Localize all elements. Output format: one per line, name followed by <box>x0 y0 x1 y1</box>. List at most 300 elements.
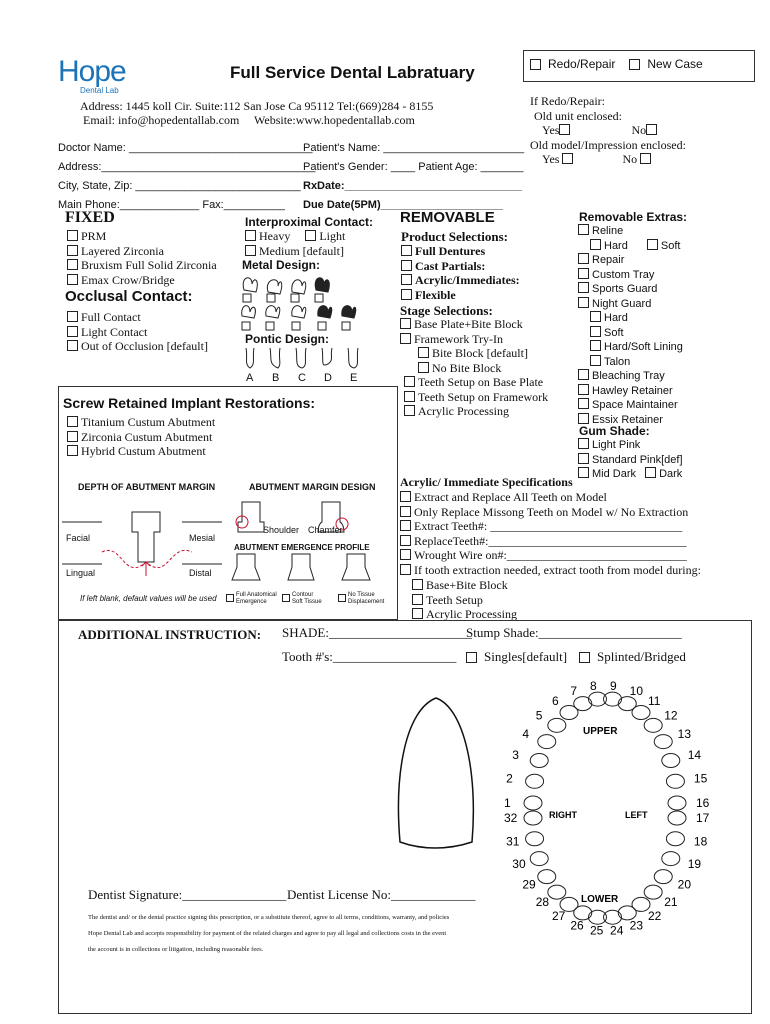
pontic-label-c[interactable]: C <box>298 372 306 384</box>
tooth-number-label: 30 <box>512 856 526 871</box>
no-label-2: No <box>622 152 638 166</box>
light-contact-checkbox[interactable] <box>305 230 316 241</box>
shoulder-label: Shoulder <box>263 525 300 535</box>
tooth-29-icon[interactable] <box>538 870 556 884</box>
product-option-item <box>401 273 520 288</box>
framework-tryin-checkbox[interactable] <box>400 333 411 344</box>
logo-text: Hope <box>58 55 126 88</box>
margin-design-title: ABUTMENT MARGIN DESIGN <box>249 482 376 492</box>
acrylic-sub-option-checkbox[interactable] <box>412 579 423 590</box>
tooth-number-label: 19 <box>687 856 702 871</box>
bleaching-tray-checkbox[interactable] <box>578 369 589 380</box>
tooth-14-icon[interactable] <box>662 753 680 767</box>
case-type-options <box>530 57 703 71</box>
singles-label: Singles[default] <box>484 649 568 664</box>
occlusal-option-label: Full Contact <box>81 310 141 324</box>
old-unit-no-checkbox[interactable] <box>646 124 657 135</box>
acrylic-sub-option-label: Acrylic Processing <box>426 607 517 621</box>
mid-dark-checkbox[interactable] <box>578 467 589 478</box>
setup-base-plate-label: Teeth Setup on Base Plate <box>418 375 544 389</box>
tooth-16-icon[interactable] <box>668 796 686 810</box>
implant-option-label: Zirconia Custum Abutment <box>81 429 213 444</box>
setup-framework-checkbox[interactable] <box>404 391 415 402</box>
tooth-number-label: 15 <box>693 771 708 786</box>
sports-guard-checkbox[interactable] <box>578 282 589 293</box>
acrylic-sub-option-item <box>412 578 517 593</box>
tooth-2-icon[interactable] <box>526 774 544 788</box>
metal-design-d-icon <box>315 278 329 292</box>
sports-guard-label: Sports Guard <box>592 283 658 295</box>
doctor-info <box>58 139 316 215</box>
night-guard-checkbox[interactable] <box>578 297 589 308</box>
tooth-number-label: 25 <box>589 923 604 938</box>
occlusal-option-item <box>67 325 208 340</box>
tooth-number-label: 2 <box>506 771 513 786</box>
occlusal-option-item <box>67 339 208 354</box>
acrylic-sub-option-item <box>412 593 517 608</box>
metal-design-diagram <box>236 272 368 336</box>
fixed-option-label: Layered Zirconia <box>81 243 164 258</box>
tooth-number-label: 27 <box>552 908 566 923</box>
metal-design-a-checkbox[interactable] <box>243 294 251 302</box>
heavy-checkbox[interactable] <box>245 230 256 241</box>
custom-tray-checkbox[interactable] <box>578 268 589 279</box>
fixed-option-checkbox[interactable] <box>67 259 78 270</box>
tooth-number-label: 3 <box>512 748 519 763</box>
lab-logo <box>58 56 168 98</box>
occlusal-option-item <box>67 310 208 325</box>
bite-block-label: Bite Block [default] <box>432 346 528 360</box>
shade-field[interactable]: SHADE:______________________ <box>282 625 472 640</box>
metal-design-d-checkbox[interactable] <box>315 294 323 302</box>
metal-design-c-checkbox[interactable] <box>291 294 299 302</box>
splinted-checkbox[interactable] <box>579 652 590 663</box>
dark-label: Dark <box>659 468 683 480</box>
essix-retainer-checkbox[interactable] <box>578 413 589 424</box>
old-model-yes-checkbox[interactable] <box>562 153 573 164</box>
reline-soft-checkbox[interactable] <box>647 239 658 250</box>
pontic-e-icon <box>348 348 358 368</box>
patient-gender-field[interactable]: Patient's Gender: ____ Patient Age: _______ <box>303 161 524 173</box>
acrylic-spec-option-item <box>400 548 701 563</box>
pontic-label-a[interactable]: A <box>246 372 254 384</box>
custom-tray-label: Custom Tray <box>592 268 655 281</box>
implant-option-checkbox[interactable] <box>67 416 78 427</box>
light-pink-checkbox[interactable] <box>578 438 589 449</box>
lab-website: Website:www.hopedentallab.com <box>254 113 415 127</box>
product-option-checkbox[interactable] <box>401 245 412 256</box>
occlusal-option-checkbox[interactable] <box>67 311 78 322</box>
night-guard-label: Night Guard <box>592 297 652 310</box>
contour-icon <box>288 554 314 580</box>
removable-heading: REMOVABLE <box>400 209 495 226</box>
repair-label: Repair <box>592 254 625 266</box>
reline-hard-label: Hard <box>604 239 628 252</box>
metal-design-e-icon <box>242 306 256 318</box>
acrylic-spec-option-item <box>400 563 701 578</box>
lab-address: Address: 1445 koll Cir. Suite:112 San Jose Ca 95112 Tel:(669)284 - 8155 <box>80 99 434 113</box>
hawley-retainer-label: Hawley Retainer <box>592 384 673 397</box>
pontic-c-icon <box>296 348 306 368</box>
tooth-30-icon[interactable] <box>530 852 548 866</box>
no-tissue-checkbox[interactable] <box>338 594 346 602</box>
legal-line-2: Hope Dental Lab and accepts responsibility for payment of the related charges and agree to pay all legal and collections costs in the event <box>88 930 447 937</box>
space-maintainer-label: Space Maintainer <box>592 399 678 411</box>
doctor-address-field[interactable]: Address:___________________________________ <box>58 161 316 173</box>
metal-design-b-checkbox[interactable] <box>267 294 275 302</box>
essix-retainer-label: Essix Retainer <box>592 413 663 426</box>
rx-date-field[interactable]: RxDate:_____________________________ <box>303 180 522 192</box>
implant-option-label: Titanium Custum Abutment <box>81 415 216 429</box>
acrylic-processing-label: Acrylic Processing <box>418 404 509 418</box>
no-bite-block-label: No Bite Block <box>432 360 502 375</box>
acrylic-spec-option-label: Only Replace Missong Teeth on Model w/ No Extraction <box>414 504 689 519</box>
tooth-number-label: 1 <box>504 796 511 810</box>
dentist-signature-field[interactable]: Dentist Signature:________________ <box>88 887 287 902</box>
extras-list <box>578 224 683 427</box>
emergence-label: Emergence <box>236 599 267 605</box>
bite-block-checkbox[interactable] <box>418 347 429 358</box>
metal-design-i-checkbox[interactable] <box>342 322 350 330</box>
fixed-option-item <box>67 229 217 244</box>
implant-heading: Screw Retained Implant Restorations: <box>63 395 316 411</box>
acrylic-spec-option-label: ReplaceTeeth#:_________________________________ <box>414 533 687 548</box>
stage-selections-heading: Stage Selections: <box>400 303 493 318</box>
acrylic-spec-option-checkbox[interactable] <box>400 520 411 531</box>
redo-checkbox[interactable] <box>530 59 541 70</box>
displacement-label: Displacement <box>348 599 385 605</box>
product-option-checkbox[interactable] <box>401 260 412 271</box>
old-model-label: Old model/Impression enclosed: <box>530 137 686 152</box>
repair-checkbox[interactable] <box>578 253 589 264</box>
no-tissue-icon <box>342 554 370 580</box>
occlusal-heading: Occlusal Contact: <box>65 288 193 305</box>
fixed-option-label: PRM <box>81 229 107 243</box>
tooth-number-label: 22 <box>648 908 662 923</box>
tooth-19-icon[interactable] <box>662 852 680 866</box>
reline-hard-checkbox[interactable] <box>590 239 601 250</box>
product-option-label: Acrylic/Immediates: <box>415 273 520 287</box>
tooth-number-label: 12 <box>664 708 678 723</box>
fixed-option-checkbox[interactable] <box>67 230 78 241</box>
acrylic-spec-option-label: Extract and Replace All Teeth on Model <box>414 490 607 504</box>
metal-design-f-checkbox[interactable] <box>266 322 274 330</box>
metal-design-c-icon <box>292 280 306 294</box>
acrylic-spec-option-label: If tooth extraction needed, extract tooth from model during: <box>414 562 701 577</box>
acrylic-sub-option-label: Teeth Setup <box>426 592 483 607</box>
ng-hard-label: Hard <box>604 312 628 324</box>
acrylic-sub-option-checkbox[interactable] <box>412 594 423 605</box>
soft-tissue-label: Soft Tissue <box>292 599 322 605</box>
doctor-name-field[interactable]: Doctor Name: ______________________________ <box>58 142 313 154</box>
tooth-number-label: 29 <box>522 877 536 892</box>
product-option-item <box>401 288 520 303</box>
singles-checkbox[interactable] <box>466 652 477 663</box>
metal-design-heading: Metal Design: <box>242 258 321 272</box>
reline-checkbox[interactable] <box>578 224 589 235</box>
tooth-13-icon[interactable] <box>654 735 672 749</box>
acrylic-spec-list <box>400 490 701 577</box>
tooth-number-label: 10 <box>629 683 644 698</box>
fixed-option-item <box>67 244 217 259</box>
metal-design-b-icon <box>267 280 281 294</box>
product-option-item <box>401 244 520 259</box>
base-plate-checkbox[interactable] <box>400 318 411 329</box>
fixed-option-item <box>67 258 217 273</box>
tooth-number-label: 16 <box>696 796 710 810</box>
interproximal-heading: Interproximal Contact: <box>245 215 374 229</box>
tooth-3-icon[interactable] <box>530 753 548 767</box>
full-anatomical-checkbox[interactable] <box>226 594 234 602</box>
depth-gum-line <box>102 550 192 567</box>
tooth-number-label: 26 <box>570 918 584 933</box>
depth-abutment-shape <box>132 512 160 562</box>
metal-design-g-checkbox[interactable] <box>292 322 300 330</box>
acrylic-spec-option-checkbox[interactable] <box>400 549 411 560</box>
tooth-12-icon[interactable] <box>644 718 662 732</box>
light-pink-label: Light Pink <box>592 439 641 451</box>
legal-text <box>88 910 449 958</box>
tooth-17-icon[interactable] <box>668 811 686 825</box>
right-label: RIGHT <box>549 810 577 820</box>
metal-design-g-icon <box>292 306 306 318</box>
dentist-license-field[interactable]: Dentist License No:_____________ <box>287 887 476 902</box>
acrylic-spec-option-label: Extract Teeth#: ________________________________ <box>414 519 683 533</box>
mesial-label: Mesial <box>189 533 216 543</box>
base-plate-label: Base Plate+Bite Block <box>414 317 523 331</box>
tooth-number-label: 11 <box>648 693 661 708</box>
contour-checkbox[interactable] <box>282 594 290 602</box>
pontic-label-d[interactable]: D <box>324 372 332 384</box>
hawley-retainer-checkbox[interactable] <box>578 384 589 395</box>
product-option-label: Full Dentures <box>415 244 486 258</box>
tooth-5-icon[interactable] <box>548 718 566 732</box>
left-label: LEFT <box>625 810 648 820</box>
contour-label: Contour <box>292 592 314 598</box>
redo-label: Redo/Repair <box>548 57 616 71</box>
medium-checkbox[interactable] <box>245 245 256 256</box>
no-label-1: No <box>631 123 647 137</box>
emergence-diagram <box>232 554 370 580</box>
depth-title: DEPTH OF ABUTMENT MARGIN <box>78 482 216 492</box>
patient-name-field[interactable]: Patient's Name: _______________________ <box>303 142 525 154</box>
fixed-option-label: Bruxism Full Solid Zirconia <box>81 258 217 272</box>
reline-soft-label: Soft <box>660 239 681 252</box>
pontic-heading: Pontic Design: <box>245 332 330 346</box>
acrylic-sub-option-checkbox[interactable] <box>412 608 423 619</box>
tooth-32-icon[interactable] <box>524 811 542 825</box>
tooth-31-icon[interactable] <box>526 832 544 846</box>
yes-label-2: Yes <box>542 152 560 166</box>
ng-hard-soft-checkbox[interactable] <box>590 340 601 351</box>
fixed-option-label: Emax Crow/Bridge <box>81 272 175 287</box>
pontic-b-icon <box>270 348 280 368</box>
occlusal-option-label: Light Contact <box>81 324 148 339</box>
yes-label-1: Yes <box>542 123 560 137</box>
tooth-15-icon[interactable] <box>666 774 684 788</box>
ng-hard-checkbox[interactable] <box>590 311 601 322</box>
tooth-chart <box>504 678 710 948</box>
tooth-number-label: 6 <box>552 693 559 708</box>
pontic-label-b[interactable]: B <box>272 372 280 384</box>
acrylic-spec-option-checkbox[interactable] <box>400 506 411 517</box>
tooth-4-icon[interactable] <box>538 735 556 749</box>
legal-line-1: The dentist and/ or the dental practice signing this prescription, or a substitute thereof, agree to all terms, conditions, warranty, and policies <box>88 914 450 921</box>
depth-diagram <box>62 512 222 576</box>
patient-info <box>303 139 524 215</box>
implant-option-item <box>67 430 215 445</box>
space-maintainer-checkbox[interactable] <box>578 398 589 409</box>
metal-design-h-checkbox[interactable] <box>318 322 326 330</box>
logo-subtext: Dental Lab <box>80 86 119 95</box>
acrylic-sub-option-label: Base+Bite Block <box>426 578 508 592</box>
product-list <box>401 244 520 302</box>
mid-dark-label: Mid Dark <box>592 468 637 480</box>
tooth-number-label: 4 <box>522 726 530 741</box>
fixed-heading: FIXED <box>65 209 115 226</box>
fixed-option-item <box>67 273 217 288</box>
setup-base-plate-checkbox[interactable] <box>404 376 415 387</box>
implant-option-item <box>67 415 215 430</box>
ng-soft-label: Soft <box>604 326 624 339</box>
tooth-number-label: 20 <box>677 877 692 892</box>
additional-heading: ADDITIONAL INSTRUCTION: <box>78 627 262 642</box>
dark-checkbox[interactable] <box>645 467 656 478</box>
fixed-option-checkbox[interactable] <box>67 245 78 256</box>
tooth-number-label: 24 <box>610 923 624 938</box>
no-bite-block-checkbox[interactable] <box>418 362 429 373</box>
acrylic-spec-option-item <box>400 519 701 534</box>
heavy-label: Heavy <box>259 229 291 243</box>
tooth-28-icon[interactable] <box>548 885 566 899</box>
old-unit-label: Old unit enclosed: <box>534 108 622 123</box>
ng-talon-checkbox[interactable] <box>590 355 601 366</box>
new-case-checkbox[interactable] <box>629 59 640 70</box>
light-label: Light <box>319 229 346 243</box>
doctor-phone-field[interactable]: Main Phone:_____________ Fax:__________ <box>58 199 285 211</box>
gum-shade-heading: Gum Shade: <box>579 424 650 438</box>
acrylic-processing-checkbox[interactable] <box>404 405 415 416</box>
old-unit-options <box>530 123 686 138</box>
no-tissue-label: No Tissue <box>348 592 375 598</box>
ng-soft-checkbox[interactable] <box>590 326 601 337</box>
facial-label: Facial <box>66 533 91 543</box>
page-title: Full Service Dental Labratuary <box>230 63 475 82</box>
implant-option-label: Hybrid Custum Abutment <box>81 444 206 458</box>
interproximal-options <box>245 229 345 258</box>
bleaching-tray-label: Bleaching Tray <box>592 370 665 382</box>
ng-talon-label: Talon <box>604 355 631 368</box>
acrylic-spec-option-item <box>400 490 701 505</box>
lower-label: LOWER <box>581 894 619 905</box>
stage-list <box>400 317 548 419</box>
product-option-label: Cast Partials: <box>415 258 486 273</box>
full-anatomical-label: Full Anatomical <box>236 592 277 598</box>
product-option-checkbox[interactable] <box>401 274 412 285</box>
metal-design-h-icon <box>318 306 332 318</box>
implant-option-checkbox[interactable] <box>67 431 78 442</box>
product-option-checkbox[interactable] <box>401 289 412 300</box>
pontic-a-icon <box>246 348 254 368</box>
implant-option-item <box>67 444 215 459</box>
acrylic-spec-option-label: Wrought Wire on#:______________________________ <box>414 548 687 562</box>
fixed-option-checkbox[interactable] <box>67 274 78 285</box>
occlusal-option-checkbox[interactable] <box>67 326 78 337</box>
old-model-no-checkbox[interactable] <box>640 153 651 164</box>
setup-framework-label: Teeth Setup on Framework <box>418 389 549 404</box>
lingual-label: Lingual <box>66 568 96 578</box>
tooth-number-label: 9 <box>610 678 617 693</box>
new-case-label: New Case <box>647 57 703 71</box>
depth-arrow-up <box>142 562 150 576</box>
acrylic-spec-heading: Acrylic/ Immediate Specifications <box>400 475 573 489</box>
tooth-number-label: 7 <box>570 683 578 698</box>
chamfer-label: Chamfer <box>308 525 343 535</box>
acrylic-spec-option-item <box>400 534 701 549</box>
old-unit-yes-checkbox[interactable] <box>559 124 570 135</box>
framework-tryin-label: Framework Try-In <box>414 331 503 346</box>
pontic-label-e[interactable]: E <box>350 372 358 384</box>
implant-option-checkbox[interactable] <box>67 445 78 456</box>
acrylic-spec-option-checkbox[interactable] <box>400 491 411 502</box>
splinted-label: Splinted/Bridged <box>597 649 686 664</box>
if-redo-label: If Redo/Repair: <box>530 94 605 108</box>
tooth-21-icon[interactable] <box>644 885 662 899</box>
occlusal-option-checkbox[interactable] <box>67 340 78 351</box>
tooth-number-label: 23 <box>629 918 644 933</box>
acrylic-spec-option-checkbox[interactable] <box>400 535 411 546</box>
due-date-field[interactable]: Due Date(5PM)____________________ <box>303 199 503 211</box>
stump-shade-field[interactable]: Stump Shade:______________________ <box>466 625 682 640</box>
metal-design-e-checkbox[interactable] <box>242 322 250 330</box>
upper-label: UPPER <box>583 726 618 737</box>
bridge-type-options <box>466 649 686 665</box>
tooth-number-label: 5 <box>535 708 543 723</box>
tooth-20-icon[interactable] <box>654 870 672 884</box>
tooth-number-label: 17 <box>696 811 710 825</box>
old-model-options <box>530 152 686 167</box>
tooth-number-label: 14 <box>687 748 702 763</box>
acrylic-spec-sublist <box>412 578 517 622</box>
tooth-18-icon[interactable] <box>666 832 684 846</box>
tooth-number-label: 28 <box>535 895 550 910</box>
tooth-number-label: 31 <box>506 834 520 849</box>
product-option-label: Flexible <box>415 287 456 302</box>
doctor-city-field[interactable]: City, State, Zip: ___________________________ <box>58 180 301 192</box>
legal-line-3: the account is in collections or litigation, including reasonable fees. <box>88 946 264 953</box>
emergence-title: ABUTMENT EMERGENCE PROFILE <box>234 543 370 552</box>
blank-note: If left blank, default values will be used <box>80 594 217 603</box>
implant-list <box>67 415 215 459</box>
fixed-list <box>67 229 217 287</box>
product-selections-heading: Product Selections: <box>401 229 508 244</box>
tooth-numbers-field[interactable]: Tooth #'s:___________________ <box>282 649 457 664</box>
gum-shade-list <box>578 438 683 482</box>
occlusal-list <box>67 310 208 354</box>
acrylic-spec-option-checkbox[interactable] <box>400 564 411 575</box>
redo-details <box>530 94 686 167</box>
tooth-7-icon[interactable] <box>574 697 592 711</box>
product-option-item <box>401 259 520 274</box>
lab-email: Email: info@hopedentallab.com <box>83 113 240 127</box>
tooth-number-label: 13 <box>677 726 692 741</box>
tooth-1-icon[interactable] <box>524 796 542 810</box>
crown-sketch-icon[interactable] <box>392 692 482 862</box>
metal-design-f-icon <box>266 306 280 318</box>
standard-pink-label: Standard Pink[def] <box>592 453 683 466</box>
tooth-number-label: 32 <box>504 811 518 825</box>
standard-pink-checkbox[interactable] <box>578 453 589 464</box>
